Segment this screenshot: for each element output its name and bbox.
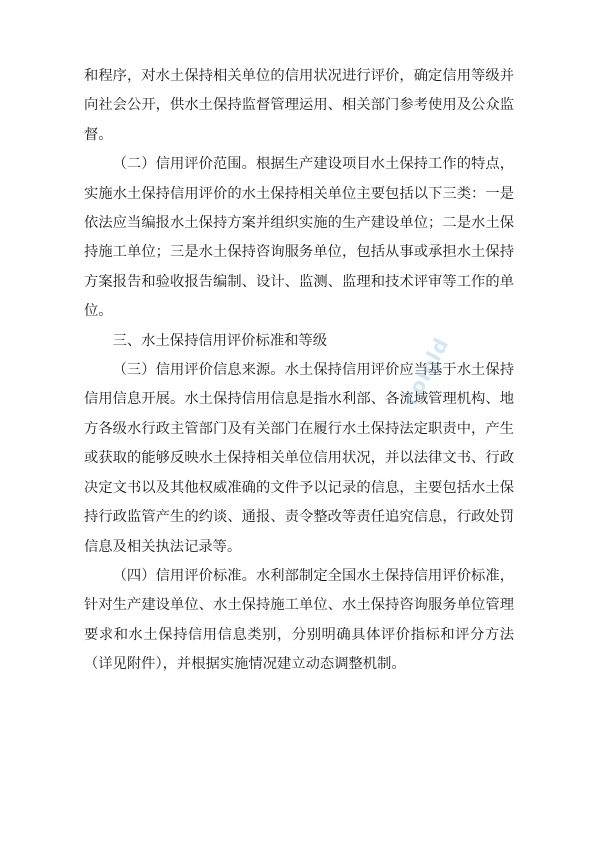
paragraph-continuation: 和程序，对水土保持相关单位的信用状况进行评价，确定信用等级并向社会公开，供水土保持监督管理运用、相关部门参考使用及公众监督。	[84, 68, 514, 143]
paragraph-evaluation-standard: （四）信用评价标准。水利部制定全国水土保持信用评价标准，针对生产建设单位、水土保持施工单位、水土保持咨询服务单位管理要求和水土保持信用信息类别，分别明确具体评价指标和评分方法（详见附件），并根据实施情况建立动态调整机制。	[84, 567, 514, 673]
document-body	[84, 62, 514, 680]
paragraph-information-source: （三）信用评价信息来源。水土保持信用评价应当基于水土保持信用信息开展。水土保持信用信息是指水利部、各流域管理机构、地方各级水行政主管部门及有关部门在履行水土保持法定职责中，产生或获取的能够反映水土保持相关单位信用状况，并以法律文书、行政决定文书以及其他权威准确的文件予以记录的信息，主要包括水土保持行政监管产生的约谈、通报、责令整改等责任追究信息，行政处罚信息及相关执法记录等。	[84, 362, 514, 555]
watermark-logo: colold	[398, 333, 454, 410]
paragraph-credit-evaluation-scope: （二）信用评价范围。根据生产建设项目水土保持工作的特点，实施水土保持信用评价的水土保持相关单位主要包括以下三类：一是依法应当编报水土保持方案并组织实施的生产建设单位；二是水土保持施工单位；三是水土保持咨询服务单位，包括从事或承担水土保持方案报告和验收报告编制、设计、监测、监理和技术评审等工作的单位。	[84, 156, 514, 320]
section-heading-standards-and-grades: 三、水土保持信用评价标准和等级	[112, 332, 328, 349]
